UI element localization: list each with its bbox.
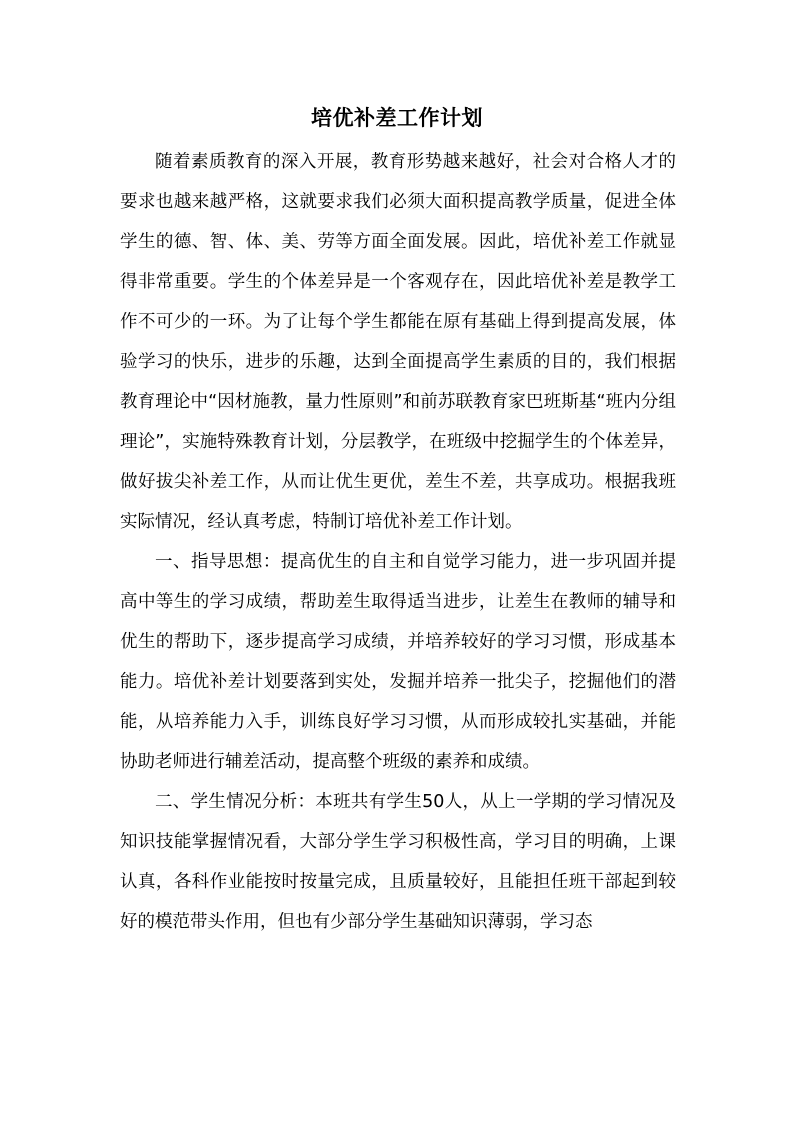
document-title: 培优补差工作计划: [311, 105, 483, 130]
paragraph-intro: 随着素质教育的深入开展，教育形势越来越好，社会对合格人才的要求也越来越严格，这就要求我们必须大面积提高教学质量，促进全体学生的德、智、体、美、劳等方面全面发展。因此，培优补差工作就显得非常重要。学生的个体差异是一个客观存在，因此培优补差是教学工作不可少的一环。为了让每个学生都能在原有基础上得到提高发展，体验学习的快乐，进步的乐趣，达到全面提高学生素质的目的，我们根据教育理论中“因材施教，量力性原则”和前苏联教育家巴班斯基“班内分组理论”，实施特殊教育计划，分层教学，在班级中挖掘学生的个体差异，做好拔尖补差工作，从而让优生更优，差生不差，共享成功。根据我班实际情况，经认真考虑，特制订培优补差工作计划。: [120, 152, 676, 532]
paragraph-student-analysis: 二、学生情况分析：本班共有学生50人，从上一学期的学习情况及知识技能掌握情况看，大部分学生学习积极性高，学习目的明确，上课认真，各科作业能按时按量完成，且质量较好，且能担任班干部起到较好的模范带头作用，但也有少部分学生基础知识薄弱，学习态: [120, 792, 676, 932]
document-body: [120, 142, 676, 942]
paragraph-guiding-ideology: 一、指导思想：提高优生的自主和自觉学习能力，进一步巩固并提高中等生的学习成绩，帮助差生取得适当进步，让差生在教师的辅导和优生的帮助下，逐步提高学习成绩，并培养较好的学习习惯，形成基本能力。培优补差计划要落到实处，发掘并培养一批尖子，挖掘他们的潜能，从培养能力入手，训练良好学习习惯，从而形成较扎实基础，并能协助老师进行辅差活动，提高整个班级的素养和成绩。: [120, 552, 676, 772]
